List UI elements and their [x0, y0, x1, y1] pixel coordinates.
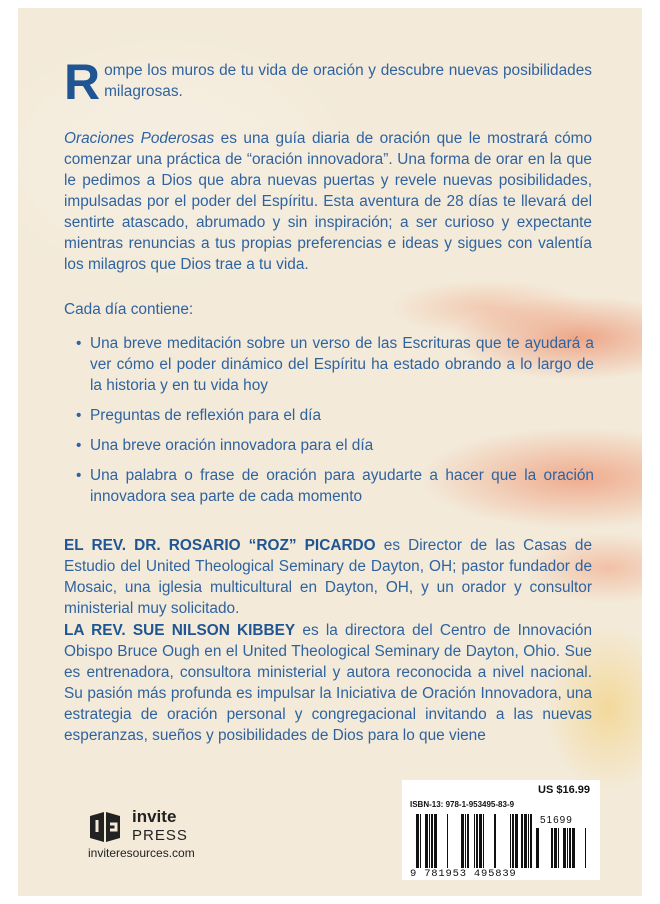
- barcode-bar: [551, 828, 553, 868]
- author-bio-text: es Director de las Casas de Estudio del United Theological Seminary de Dayton, OH; pastor fundador de Mosaic, una iglesia multicultural en Dayton, OH, y un orador y consultor ministerial muy solicitado.: [64, 537, 592, 617]
- barcode-bar: [572, 828, 575, 868]
- barcode-bar: [431, 814, 433, 868]
- list-item: • Preguntas de reflexión para el día: [76, 405, 594, 426]
- author-name: EL REV. DR. ROSARIO “ROZ” PICARDO: [64, 537, 376, 554]
- barcode-bar: [447, 814, 448, 868]
- barcode-bar: [569, 828, 571, 868]
- barcode-bar: [536, 828, 539, 868]
- book-title: Oraciones Poderosas: [64, 130, 215, 147]
- dropcap-letter: R: [64, 54, 101, 110]
- barcode-main-icon: [416, 814, 532, 868]
- barcode-bar: [530, 814, 532, 868]
- invite-press-logo-icon: [88, 810, 122, 844]
- author-name: LA REV. SUE NILSON KIBBEY: [64, 622, 296, 639]
- barcode-bar: [461, 814, 464, 868]
- barcode-bar: [554, 828, 557, 868]
- isbn-label: ISBN-13: 978-1-953495-83-9: [410, 800, 515, 809]
- barcode-bar: [476, 814, 478, 868]
- barcode-bar: [524, 814, 527, 868]
- book-back-cover: [18, 8, 642, 896]
- description-paragraph: [64, 128, 592, 275]
- barcode-bar: [416, 814, 419, 868]
- barcode-bar: [483, 814, 484, 868]
- barcode-bar: [494, 814, 496, 868]
- barcode-panel: [402, 780, 600, 880]
- barcode-bar: [429, 814, 430, 868]
- barcode-bar: [434, 814, 437, 868]
- barcode-bar: [528, 814, 529, 868]
- list-item: • Una breve oración innovadora para el día: [76, 435, 594, 456]
- barcode-digits: 9 781953 495839: [410, 868, 517, 880]
- publisher-url: inviteresources.com: [88, 846, 195, 860]
- price-label: US $16.99: [538, 784, 590, 796]
- barcode-bar: [420, 814, 421, 868]
- contents-heading: Cada día contiene:: [64, 301, 194, 318]
- contents-list: [76, 333, 594, 516]
- addon-code: 51699: [540, 815, 573, 826]
- author-bio-text: es la directora del Centro de Innovación Obispo Bruce Ough en el United Theological Seminary de Dayton, Ohio. Sue es entrenadora, consultora ministerial y autora reconocida a nivel nacional. Su pasión más profunda es impulsar la Iniciativa de Oración Innovadora, una estrategia de oración personal y congregacional invitando a las nuevas esperanzas, sueños y posibilidades de Dios para lo que viene: [64, 622, 593, 744]
- barcode-bar: [465, 814, 466, 868]
- barcode-bar: [563, 828, 566, 868]
- barcode-addon-icon: [536, 828, 586, 868]
- barcode-bar: [510, 814, 511, 868]
- barcode-bar: [515, 814, 518, 868]
- barcode-bar: [474, 814, 475, 868]
- publisher-name-top: invite: [132, 807, 177, 826]
- list-item: • Una palabra o frase de oración para ayudarte a hacer que la oración innovadora sea parte de cada momento: [76, 465, 594, 507]
- barcode-bar: [425, 814, 428, 868]
- intro-paragraph: [64, 54, 592, 110]
- barcode-bar: [512, 814, 514, 868]
- barcode-bar: [585, 828, 586, 868]
- author-bio-picardo: [64, 535, 592, 619]
- list-item: • Una breve meditación sobre un verso de las Escrituras que te ayudará a ver cómo el poder dinámico del Espíritu ha estado obrando a lo largo de la historia y en tu vida hoy: [76, 333, 594, 396]
- barcode-bar: [567, 828, 568, 868]
- barcode-bar: [521, 814, 523, 868]
- description-text: es una guía diaria de oración que le mostrará cómo comenzar una práctica de “oración innovadora”. Una forma de orar en la que le pedimos a Dios que abra nuevas puertas y revele nuevas posibilidades, impulsadas por el poder del Espíritu. Esta aventura de 28 días te llevará del sentirte atascado, abrumado y sin inspiración; a ser curioso y expectante mientras renuncias a tus propias preferencias e ideas y sigues con valentía los milagros que Dios trae a tu vida.: [64, 130, 593, 273]
- author-bio-kibbey: [64, 620, 592, 746]
- intro-text: ompe los muros de tu vida de oración y descubre nuevas posibilidades milagrosas.: [104, 62, 592, 100]
- barcode-bar: [479, 814, 482, 868]
- barcode-bar: [558, 828, 559, 868]
- barcode-bar: [467, 814, 469, 868]
- publisher-name-bottom: PRESS: [132, 827, 188, 844]
